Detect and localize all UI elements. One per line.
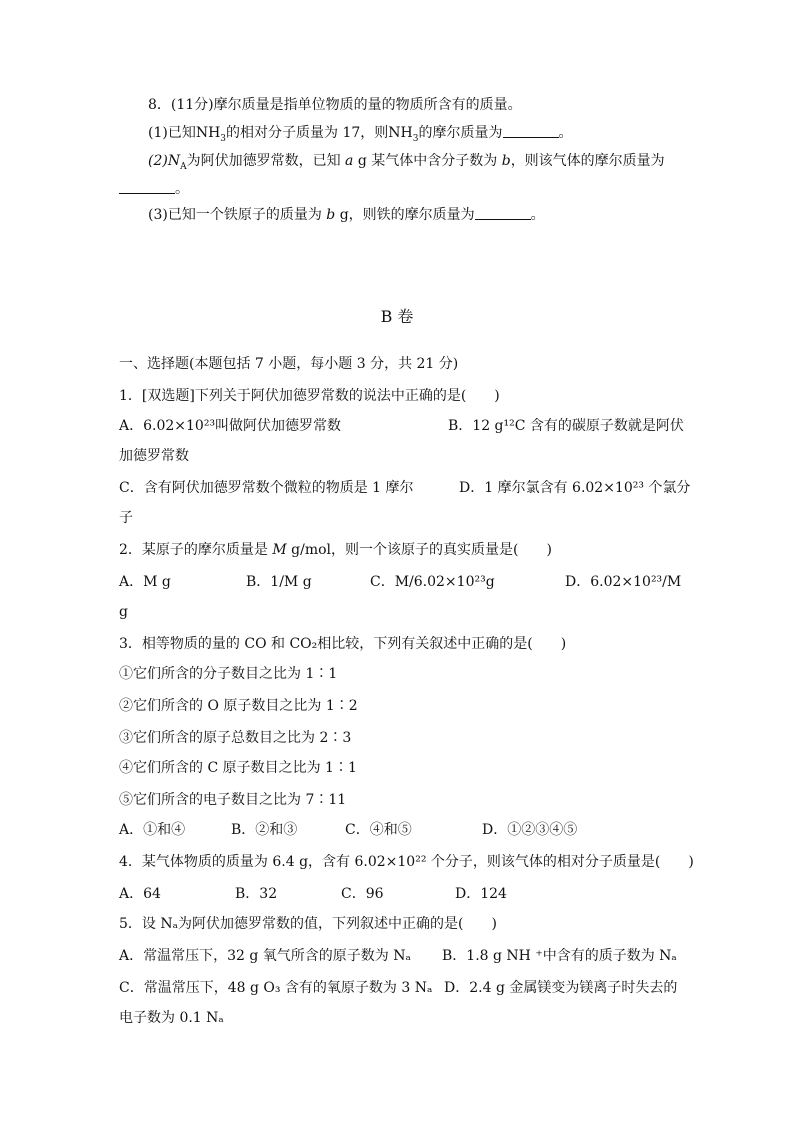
answer-blank[interactable]: [119, 179, 175, 194]
q2-option-d-cont: g: [119, 604, 128, 620]
q1-option-b-cont: 加德罗常数: [119, 448, 189, 464]
q2-option-b: B．1/M g: [246, 574, 312, 590]
q3-statement-3: ③它们所含的原子总数目之比为 2∶3: [119, 730, 352, 746]
q2-option-a: A．M g: [119, 574, 171, 590]
q1-option-c: C．含有阿伏加德罗常数个微粒的物质是 1 摩尔: [119, 480, 414, 496]
q8-part1: (1)已知$NH_3$的相对分子质量为 17，则$NH_3$的摩尔质量为 。: [148, 125, 573, 144]
q3-statement-4: ④它们所含的 C 原子数目之比为 1∶1: [119, 760, 357, 776]
q3-option-a: A．①和④: [119, 822, 186, 838]
q4-option-a: A．64: [119, 886, 161, 902]
q3-option-c: C．④和⑤: [345, 822, 412, 838]
q1-option-a: A．6.02×10²³叫做阿伏加德罗常数: [119, 418, 342, 434]
q5-option-d: D．2.4 g 金属镁变为镁离子时失去的: [444, 980, 678, 996]
q5-stem: 5．设 Nₐ为阿伏加德罗常数的值，下列叙述中正确的是( ): [119, 916, 497, 932]
q4-stem: 4．某气体物质的质量为 6.4 g，含有 6.02×10²² 个分子，则该气体的相对分子质量是( ): [119, 854, 694, 870]
q8-part2: $(2)N_A$为阿伏加德罗常数，已知 a g 某气体中含分子数为 b，则该气体的摩尔质量为: [148, 153, 665, 172]
q2-option-c: C．M/6.02×10²³g: [370, 574, 495, 590]
q5-option-a: A．常温常压下，32 g 氧气所含的原子数为 Nₐ: [119, 948, 411, 964]
q4-option-d: D．124: [455, 886, 507, 902]
q3-statement-1: ①它们所含的分子数目之比为 1∶1: [119, 666, 338, 682]
part1-header: 一、选择题(本题包括 7 小题，每小题 3 分，共 21 分): [119, 356, 459, 372]
q3-statement-5: ⑤它们所含的电子数目之比为 7∶11: [119, 792, 347, 808]
q3-option-d: D．①②③④⑤: [482, 822, 578, 838]
q3-stem: 3．相等物质的量的 CO 和 CO₂相比较，下列有关叙述中正确的是( ): [119, 636, 567, 652]
q8-stem: 8．(11分)摩尔质量是指单位物质的量的物质所含有的质量。: [148, 97, 522, 113]
answer-blank[interactable]: [503, 123, 559, 138]
section-title: B 卷: [380, 307, 414, 326]
q2-option-d: D．6.02×10²³/M: [565, 574, 682, 590]
q2-stem: 2．某原子的摩尔质量是 M g/mol，则一个该原子的真实质量是( ): [119, 542, 552, 558]
q8-part2-cont: 。: [119, 179, 189, 199]
q1-stem: 1．[双选题]下列关于阿伏加德罗常数的说法中正确的是( ): [119, 388, 500, 404]
q1-option-b: B．12 g¹²C 含有的碳原子数就是阿伏: [448, 418, 684, 434]
q4-option-b: B．32: [235, 886, 278, 902]
q1-option-d: D．1 摩尔氯含有 6.02×10²³ 个氯分: [459, 480, 691, 496]
answer-blank[interactable]: [475, 205, 531, 220]
q4-option-c: C．96: [341, 886, 384, 902]
q5-option-b: B．1.8 g NH ⁺中含有的质子数为 Nₐ: [442, 948, 677, 964]
q8-part3: (3)已知一个铁原子的质量为 b g，则铁的摩尔质量为 。: [148, 207, 545, 223]
q3-statement-2: ②它们所含的 O 原子数目之比为 1∶2: [119, 698, 358, 714]
q5-option-c: C．常温常压下，48 g O₃ 含有的氧原子数为 3 Nₐ: [119, 980, 433, 996]
q3-option-b: B．②和③: [231, 822, 298, 838]
q1-option-d-cont: 子: [119, 510, 133, 526]
q5-option-d-cont: 电子数为 0.1 Nₐ: [119, 1010, 224, 1026]
